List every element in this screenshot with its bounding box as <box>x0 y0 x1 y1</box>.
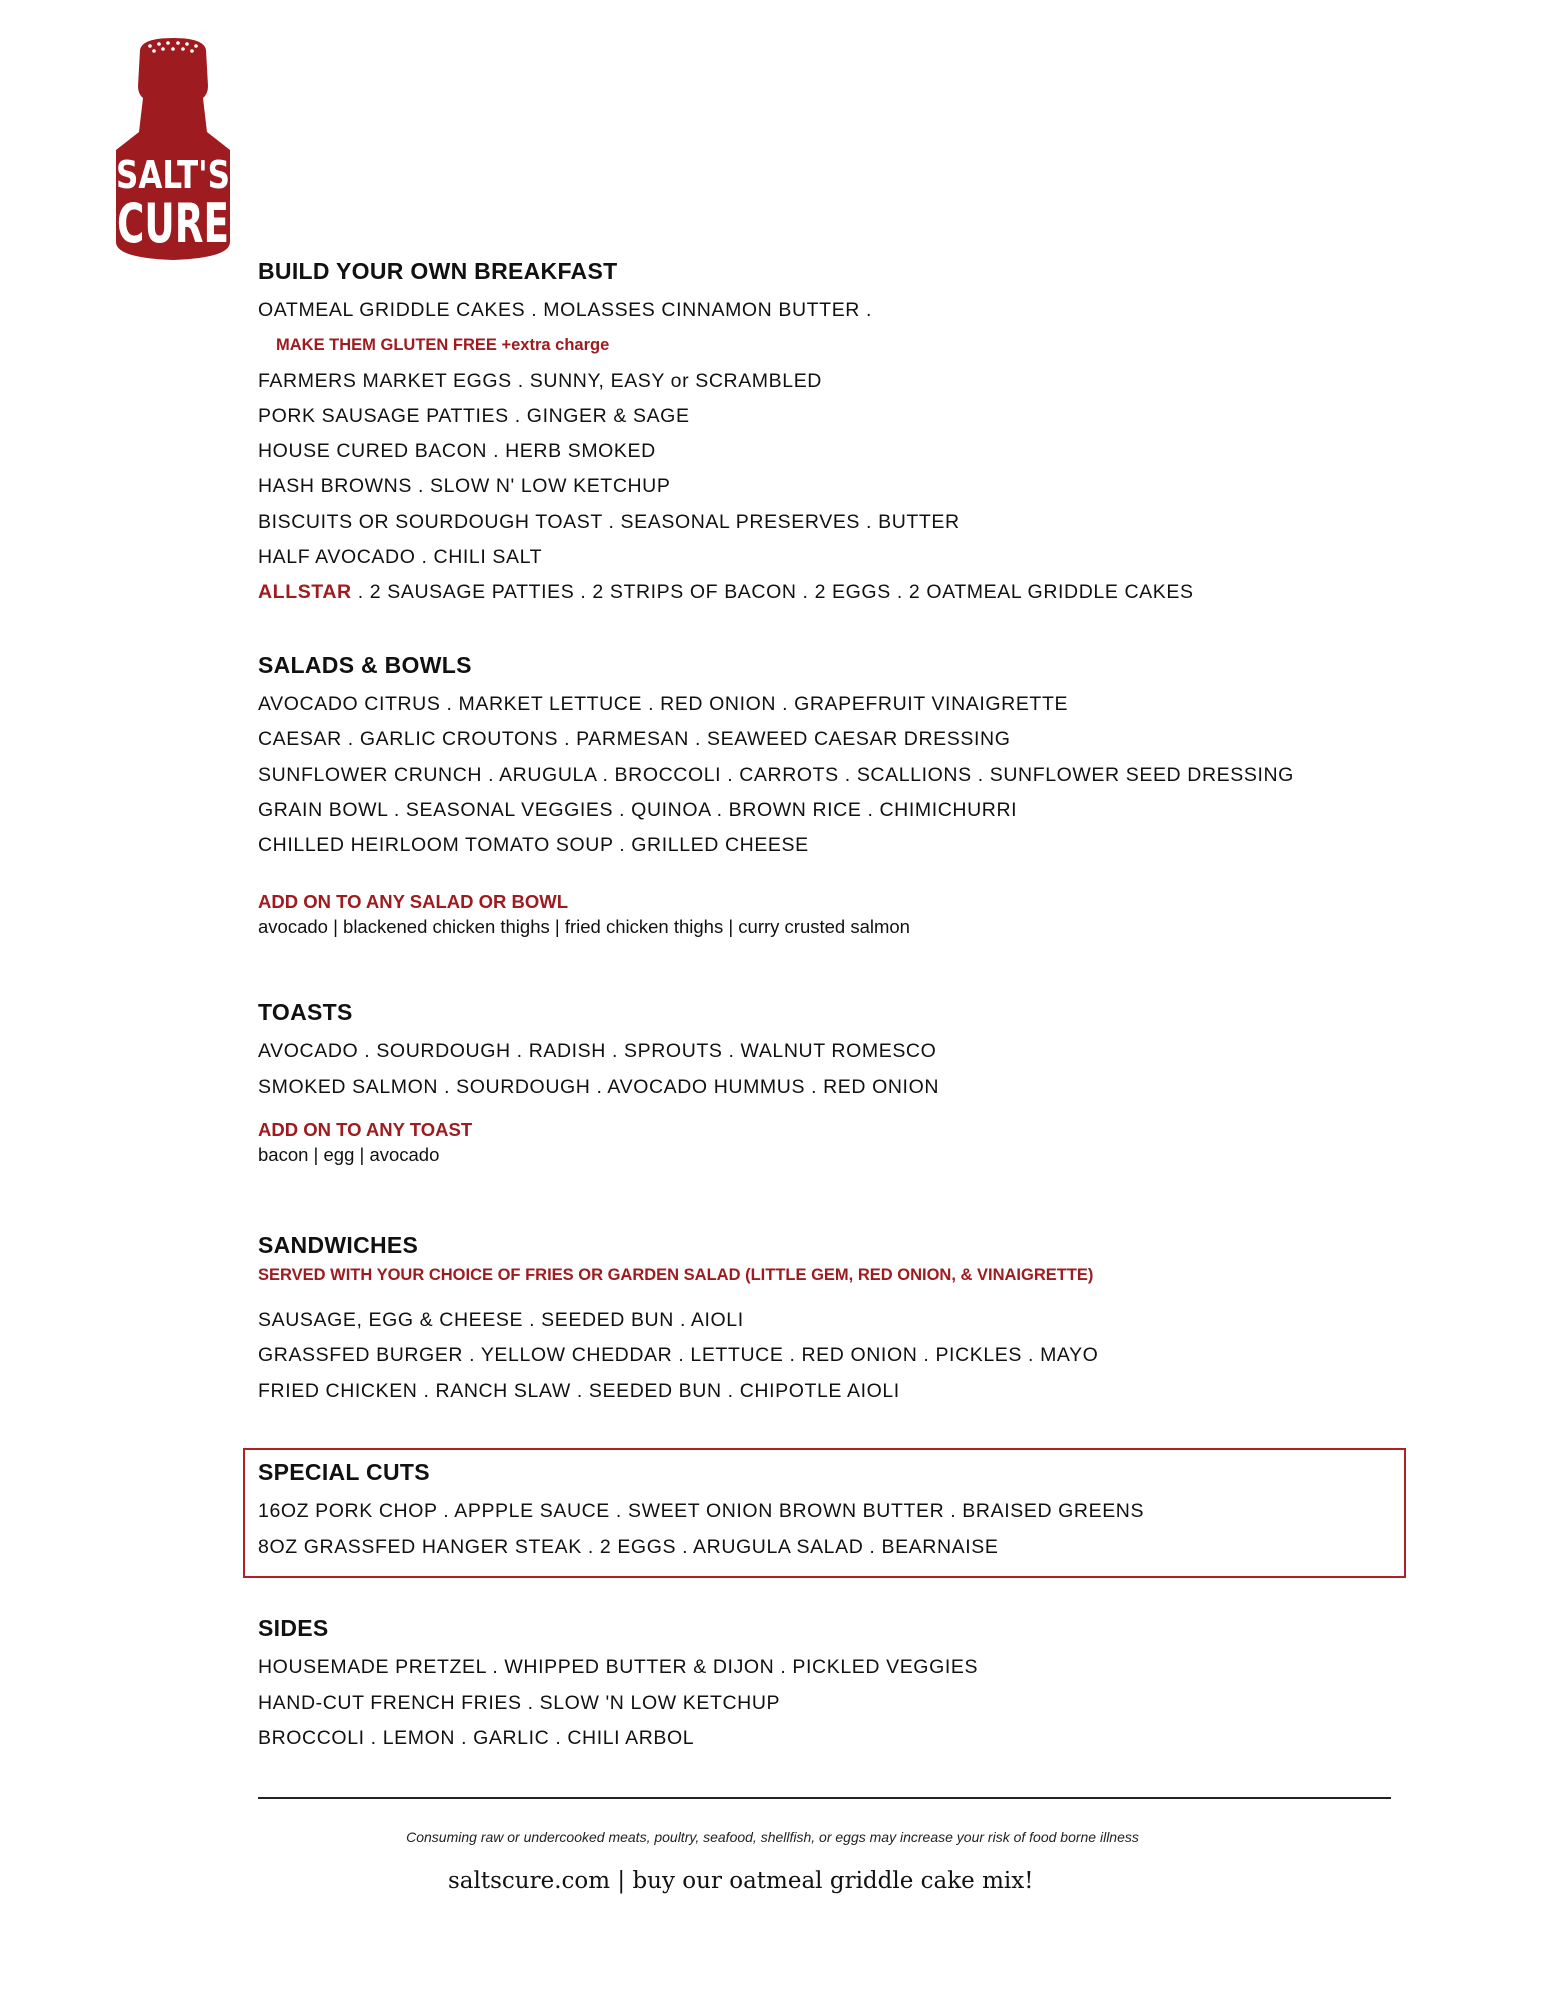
menu-item: PORK SAUSAGE PATTIES . GINGER & SAGE <box>258 405 690 427</box>
allstar-label: ALLSTAR <box>258 581 352 603</box>
salad-addon-list: avocado | blackened chicken thighs | fried chicken thighs | curry crusted salmon <box>258 916 910 937</box>
menu-item: HALF AVOCADO . CHILI SALT <box>258 546 543 568</box>
sandwiches-note: SERVED WITH YOUR CHOICE OF FRIES OR GARDEN SALAD (LITTLE GEM, RED ONION, & VINAIGRETTE) <box>258 1266 1094 1284</box>
menu-item: AVOCADO . SOURDOUGH . RADISH . SPROUTS . WALNUT ROMESCO <box>258 1040 937 1062</box>
menu-item: OATMEAL GRIDDLE CAKES . MOLASSES CINNAMON BUTTER . <box>258 299 873 321</box>
menu-item: GRAIN BOWL . SEASONAL VEGGIES . QUINOA . BROWN RICE . CHIMICHURRI <box>258 799 1018 821</box>
menu-item: AVOCADO CITRUS . MARKET LETTUCE . RED ONION . GRAPEFRUIT VINAIGRETTE <box>258 693 1069 715</box>
toast-addon-title: ADD ON TO ANY TOAST <box>258 1119 473 1140</box>
menu-item: CAESAR . GARLIC CROUTONS . PARMESAN . SEAWEED CAESAR DRESSING <box>258 728 1011 750</box>
menu-item: HOUSE CURED BACON . HERB SMOKED <box>258 440 656 462</box>
menu-item: GRASSFED BURGER . YELLOW CHEDDAR . LETTUCE . RED ONION . PICKLES . MAYO <box>258 1344 1099 1366</box>
menu-item: CHILLED HEIRLOOM TOMATO SOUP . GRILLED CHEESE <box>258 834 809 856</box>
menu-item: 8OZ GRASSFED HANGER STEAK . 2 EGGS . ARUGULA SALAD . BEARNAISE <box>258 1536 999 1558</box>
salt-shaker-logo <box>112 36 234 262</box>
sides-title: SIDES <box>258 1615 329 1641</box>
menu-item: FRIED CHICKEN . RANCH SLAW . SEEDED BUN . CHIPOTLE AIOLI <box>258 1380 900 1402</box>
menu-item: BROCCOLI . LEMON . GARLIC . CHILI ARBOL <box>258 1727 695 1749</box>
menu-item: BISCUITS OR SOURDOUGH TOAST . SEASONAL PRESERVES . BUTTER <box>258 511 960 533</box>
footer-tagline: saltscure.com | buy our oatmeal griddle cake mix! <box>448 1868 1034 1894</box>
logo-text-line1: SALT'S <box>116 153 230 197</box>
breakfast-title: BUILD YOUR OWN BREAKFAST <box>258 258 618 284</box>
menu-item: HASH BROWNS . SLOW N' LOW KETCHUP <box>258 475 671 497</box>
logo-text-line2: CURE <box>117 192 229 255</box>
sandwiches-title: SANDWICHES <box>258 1232 419 1258</box>
allstar-description: . 2 SAUSAGE PATTIES . 2 STRIPS OF BACON . 2 EGGS . 2 OATMEAL GRIDDLE CAKES <box>351 581 1194 603</box>
menu-item: 16OZ PORK CHOP . APPPLE SAUCE . SWEET ONION BROWN BUTTER . BRAISED GREENS <box>258 1500 1145 1522</box>
menu-item: SUNFLOWER CRUNCH . ARUGULA . BROCCOLI . CARROTS . SCALLIONS . SUNFLOWER SEED DRESSING <box>258 764 1294 786</box>
menu-item: HOUSEMADE PRETZEL . WHIPPED BUTTER & DIJON . PICKLED VEGGIES <box>258 1656 979 1678</box>
salads-title: SALADS & BOWLS <box>258 652 472 678</box>
footer-divider <box>258 1797 1391 1799</box>
allstar-item <box>258 581 1194 604</box>
menu-item: FARMERS MARKET EGGS . SUNNY, EASY or SCRAMBLED <box>258 370 822 392</box>
salad-addon-title: ADD ON TO ANY SALAD OR BOWL <box>258 891 569 912</box>
menu-item: HAND-CUT FRENCH FRIES . SLOW 'N LOW KETCHUP <box>258 1692 781 1714</box>
special-cuts-title: SPECIAL CUTS <box>258 1459 430 1485</box>
toast-addon-list: bacon | egg | avocado <box>258 1144 440 1165</box>
food-safety-disclaimer: Consuming raw or undercooked meats, poultry, seafood, shellfish, or eggs may increase your risk of food borne illness <box>406 1829 1139 1845</box>
menu-item: SAUSAGE, EGG & CHEESE . SEEDED BUN . AIOLI <box>258 1309 744 1331</box>
toasts-title: TOASTS <box>258 999 353 1025</box>
menu-item: SMOKED SALMON . SOURDOUGH . AVOCADO HUMMUS . RED ONION <box>258 1076 940 1098</box>
gluten-free-note: MAKE THEM GLUTEN FREE +extra charge <box>276 336 610 354</box>
